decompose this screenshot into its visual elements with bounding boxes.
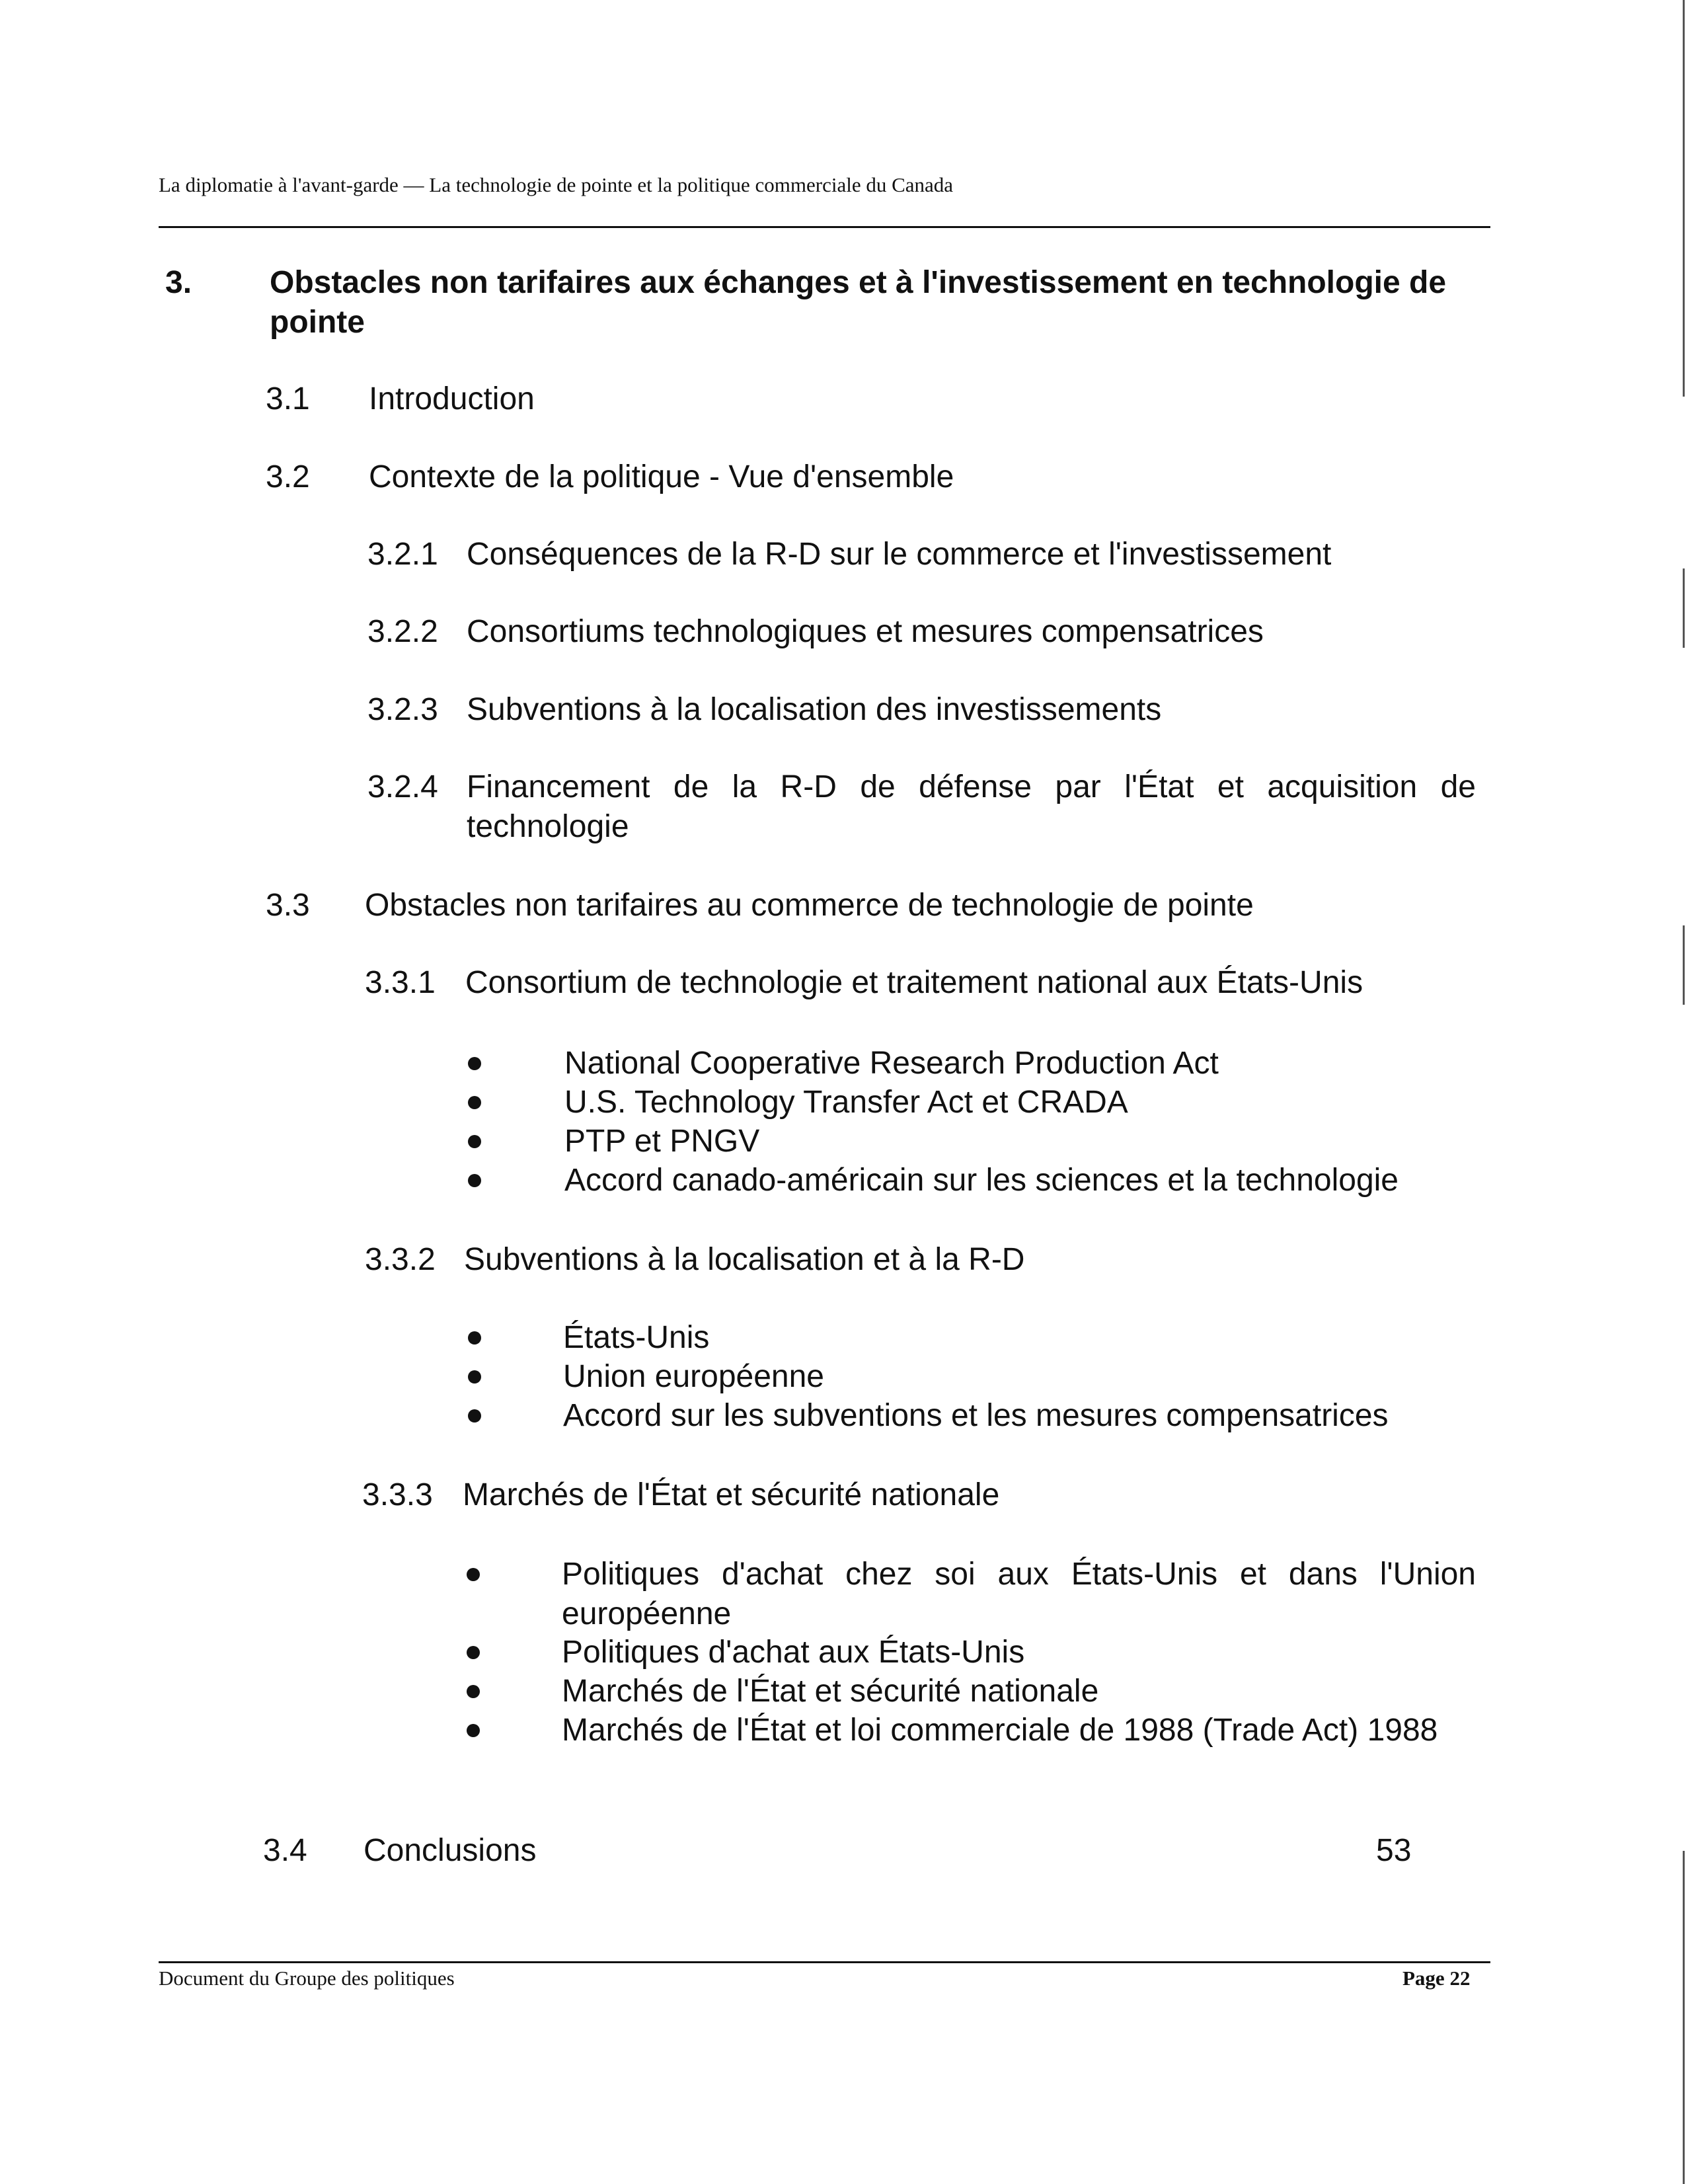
bullet-dot xyxy=(468,1370,481,1384)
toc-entry-title: Contexte de la politique - Vue d'ensemble xyxy=(369,459,954,494)
toc-bullet-item: Union européenne xyxy=(563,1359,824,1394)
toc-chapter-3 xyxy=(165,263,1490,349)
toc-entry-number: 3.2.2 xyxy=(367,614,438,649)
bullet-dot xyxy=(467,1724,480,1737)
toc-entry-number: 3.2 xyxy=(266,459,310,494)
toc-entry-3-4 xyxy=(263,1831,1490,1871)
toc-entry-3-2 xyxy=(266,457,1490,497)
toc-entry-title: Subventions à la localisation et à la R-D xyxy=(464,1242,1025,1277)
toc-entry-title: Introduction xyxy=(369,381,535,416)
toc-entry-number: 3.3.1 xyxy=(365,965,436,1000)
toc-entry-title: Financement de la R-D de défense par l'État et acquisition de technologie xyxy=(467,769,1476,844)
toc-chapter-title: Obstacles non tarifaires aux échanges et à l'investissement en technologie de pointe xyxy=(270,265,1447,340)
toc-entry-title: Conclusions xyxy=(364,1833,537,1868)
toc-bullet-item: États-Unis xyxy=(563,1320,710,1355)
toc-bullet-item: PTP et PNGV xyxy=(564,1124,760,1159)
toc-entry-3-3-1 xyxy=(365,963,1490,1003)
bullet-dot xyxy=(468,1057,481,1070)
bullet-dot xyxy=(467,1646,480,1659)
toc-entry-3-2-4 xyxy=(367,767,1490,847)
bullet-dot xyxy=(468,1174,481,1187)
bullet-dot xyxy=(467,1568,480,1581)
toc-bullet-item: Accord canado-américain sur les sciences et la technologie xyxy=(564,1163,1399,1198)
toc-bullet-item: Marchés de l'État et loi commerciale de 1988 (Trade Act) 1988 xyxy=(562,1713,1438,1748)
header-rule xyxy=(159,226,1490,228)
toc-entry-number: 3.2.1 xyxy=(367,537,438,572)
bullet-dot xyxy=(467,1685,480,1698)
toc-entry-title: Consortium de technologie et traitement national aux États-Unis xyxy=(465,965,1363,1000)
toc-entry-number: 3.2.3 xyxy=(367,692,438,727)
toc-entry-title: Obstacles non tarifaires au commerce de technologie de pointe xyxy=(365,888,1254,923)
toc-bullet-item: U.S. Technology Transfer Act et CRADA xyxy=(564,1085,1128,1120)
scan-edge-mark xyxy=(1683,1851,1685,2184)
toc-bullet-item: Politiques d'achat aux États-Unis xyxy=(562,1635,1025,1670)
bullet-dot xyxy=(468,1409,481,1423)
toc-entry-number: 3.1 xyxy=(266,381,310,416)
toc-entry-number: 3.3.2 xyxy=(365,1242,436,1277)
toc-chapter-number: 3. xyxy=(165,265,192,300)
toc-entry-title: Subventions à la localisation des investissements xyxy=(467,692,1162,727)
toc-entry-number: 3.4 xyxy=(263,1833,307,1868)
toc-entry-3-1 xyxy=(266,379,1490,419)
toc-entry-title: Consortiums technologiques et mesures compensatrices xyxy=(467,614,1264,649)
toc-entry-number: 3.2.4 xyxy=(367,769,438,804)
bullet-dot xyxy=(468,1331,481,1345)
bullet-dot xyxy=(468,1135,481,1148)
toc-page-number: 53 xyxy=(1376,1833,1412,1868)
page-number-label: Page 22 xyxy=(1402,1967,1471,1990)
toc-entry-number: 3.3.3 xyxy=(362,1477,433,1512)
scan-edge-mark xyxy=(1683,925,1685,1005)
toc-entry-3-2-3 xyxy=(367,690,1490,730)
toc-entry-number: 3.3 xyxy=(266,888,310,923)
toc-bullet-item: Accord sur les subventions et les mesures compensatrices xyxy=(563,1398,1389,1433)
scan-edge-mark xyxy=(1683,0,1685,397)
toc-entry-3-3-2 xyxy=(365,1240,1490,1280)
toc-entry-title: Conséquences de la R-D sur le commerce et l'investissement xyxy=(467,537,1332,572)
toc-bullet-item: Politiques d'achat chez soi aux États-Unis et dans l'Union européenne xyxy=(562,1557,1476,1631)
toc-bullet-item: National Cooperative Research Production Act xyxy=(564,1046,1219,1081)
toc-entry-3-3 xyxy=(266,886,1490,925)
running-footer: Document du Groupe des politiques xyxy=(159,1967,455,1990)
footer-rule xyxy=(159,1961,1490,1963)
bullet-dot xyxy=(468,1096,481,1109)
toc-entry-title: Marchés de l'État et sécurité nationale xyxy=(463,1477,1000,1512)
scan-edge-mark xyxy=(1683,568,1685,648)
toc-entry-3-3-3 xyxy=(362,1475,1490,1515)
toc-entry-3-2-1 xyxy=(367,535,1490,574)
toc-bullet-item: Marchés de l'État et sécurité nationale xyxy=(562,1674,1099,1709)
running-header: La diplomatie à l'avant-garde — La technologie de pointe et la politique commerciale du Canada xyxy=(159,173,954,196)
toc-entry-3-2-2 xyxy=(367,612,1490,652)
